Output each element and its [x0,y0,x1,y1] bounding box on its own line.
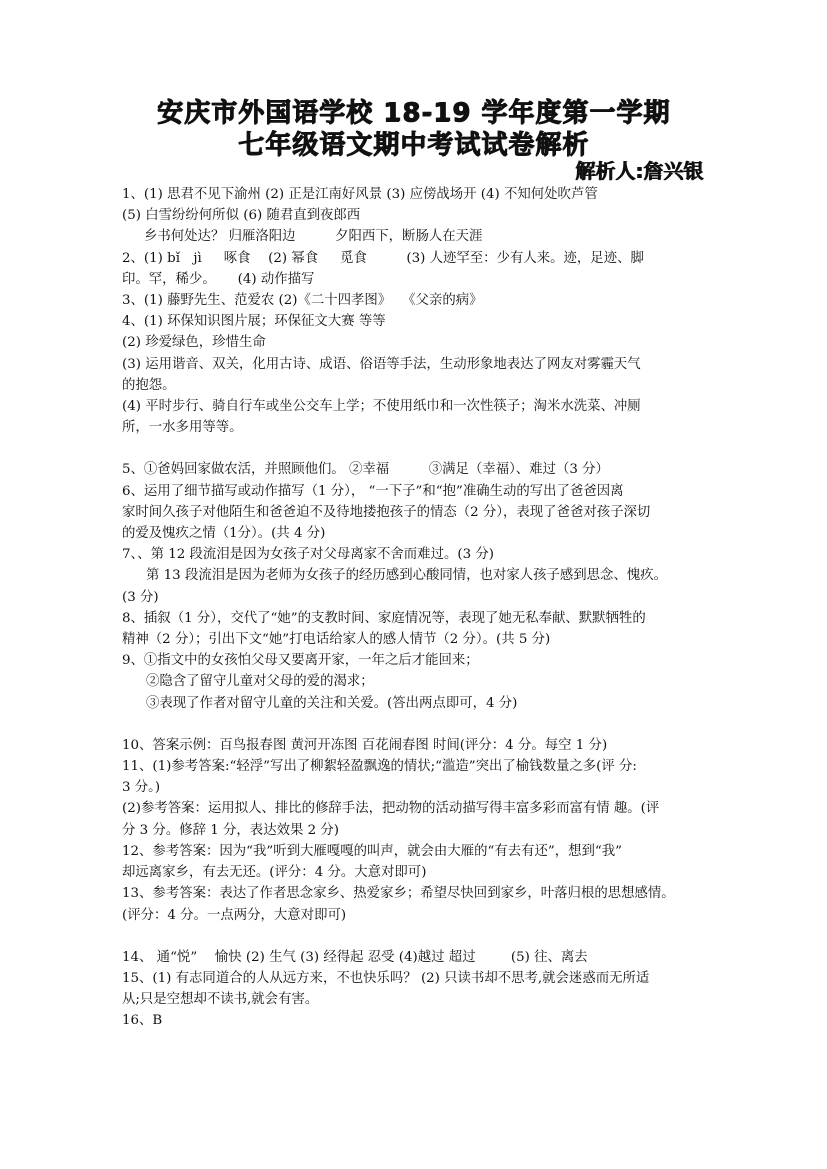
answer-line: 12、参考答案：因为“我”听到大雁嘎嘎的叫声，就会由大雁的“有去有还”，想到“我” [122,843,623,859]
answer-line: 16、B [122,1013,163,1029]
document-title-line-2: 七年级语文期中考试试卷解析 [237,130,589,160]
answer-line: 8、插叙（1 分），交代了“她”的支教时间、家庭情况等，表现了她无私奉献、默默牺牲的 [122,610,646,626]
answer-line: 3 分。) [122,780,161,796]
answer-line: 的爱及愧疚之情（1分）。(共 4 分) [122,526,326,542]
answer-line: (5) 白雪纷纷何所似 (6) 随君直到夜郎西 [122,208,361,224]
answer-line: 所，一水多用等等。 [122,420,243,436]
document-title-line-1: 安庆市外国语学校 18-19 学年度第一学期 [156,98,671,128]
answer-line: 1、(1) 思君不见下渝州 (2) 正是江南好风景 (3) 应傍战场开 (4) 不知何处吹芦管 [122,187,598,202]
answer-line: (3) 运用谐音、双关，化用古诗、成语、俗语等手法，生动形象地表达了网友对雾霾天气 [122,356,641,372]
paragraph-gap [122,926,706,947]
answer-line: 11、(1)参考答案:“轻浮”写出了柳絮轻盈飘逸的情状;“滥造”突出了榆钱数量之多(评 分: [122,759,637,775]
answer-line: 却远离家乡，有去无还。(评分：4 分。大意对即可) [122,865,427,881]
answer-line: 精神（2 分）；引出下文“她”打电话给家人的感人情节（2 分）。(共 5 分) [122,632,551,648]
answer-line: ②隐含了留守儿童对父母的爱的渴求； [146,674,374,690]
answer-line: 家时间久孩子对他陌生和爸爸迫不及待地搂抱孩子的情态（2 分），表现了爸爸对孩子深切 [122,504,651,520]
answer-line: 2、(1) bǐ jì 啄食 (2) 幂食 觅食 (3) 人迹罕至：少有人来。迹，足迹、脚 [122,250,644,266]
answer-line: 3、(1) 藤野先生、范爱农 (2)《二十四孝图》 《父亲的病》 [122,293,483,309]
answer-body [122,184,706,1032]
answer-line: (3 分) [122,589,159,605]
answer-line: 分 3 分。修辞 1 分，表达效果 2 分) [122,822,340,838]
answer-line: 4、(1) 环保知识图片展；环保征文大赛 等等 [122,314,386,330]
answer-line: ③表现了作者对留守儿童的关注和关爱。(答出两点即可，4 分) [146,695,518,711]
answer-line: (2)参考答案：运用拟人、排比的修辞手法，把动物的活动描写得丰富多彩而富有情 趣。(评 [122,801,660,817]
answer-line: 从;只是空想却不读书,就会有害。 [122,992,319,1008]
answer-line: 9、①指文中的女孩怕父母又要离开家，一年之后才能回来； [122,653,479,669]
answer-line: 印。罕，稀少。 (4) 动作描写 [122,271,315,287]
answer-line: 14、 通“悦” 愉快 (2) 生气 (3) 经得起 忍受 (4)越过 超过 (5) 往、离去 [122,949,588,965]
paragraph-gap [122,438,706,459]
author-label: 解析人:詹兴银 [575,159,703,183]
answer-line: 7、、第 12 段流泪是因为女孩子对父母离家不舍而难过。(3 分) [122,547,494,563]
answer-line: (4) 平时步行、骑自行车或坐公交车上学；不使用纸巾和一次性筷子；淘米水洗菜、冲厕 [122,399,641,415]
answer-line: 6、运用了细节描写或动作描写（1 分）， “一下子”和“抱”准确生动的写出了爸爸因离 [122,483,624,499]
answer-line: 乡书何处达？ 归雁洛阳边 夕阳西下，断肠人在天涯 [144,229,483,245]
answer-line: 15、(1) 有志同道合的人从远方来，不也快乐吗？ (2) 只读书却不思考,就会迷惑而无所适 [122,970,650,986]
answer-line: (评分：4 分。一点两分，大意对即可) [122,907,347,923]
paragraph-gap [122,714,706,735]
answer-line: (2) 珍爱绿色，珍惜生命 [122,335,266,351]
answer-line: 第 13 段流泪是因为老师为女孩子的经历感到心酸同情，也对家人孩子感到思念、愧疚。 [146,568,668,584]
answer-line: 10、答案示例：百鸟报春图 黄河开冻图 百花闹春图 时间(评分：4 分。每空 1 分) [122,737,608,753]
answer-line: 5、①爸妈回家做农活，并照顾他们。 ②幸福 ③满足（幸福）、难过（3 分） [122,462,609,478]
answer-line: 的抱怨。 [122,377,176,393]
answer-line: 13、参考答案：表达了作者思念家乡、热爱家乡；希望尽快回到家乡，叶落归根的思想感情。 [122,886,675,902]
